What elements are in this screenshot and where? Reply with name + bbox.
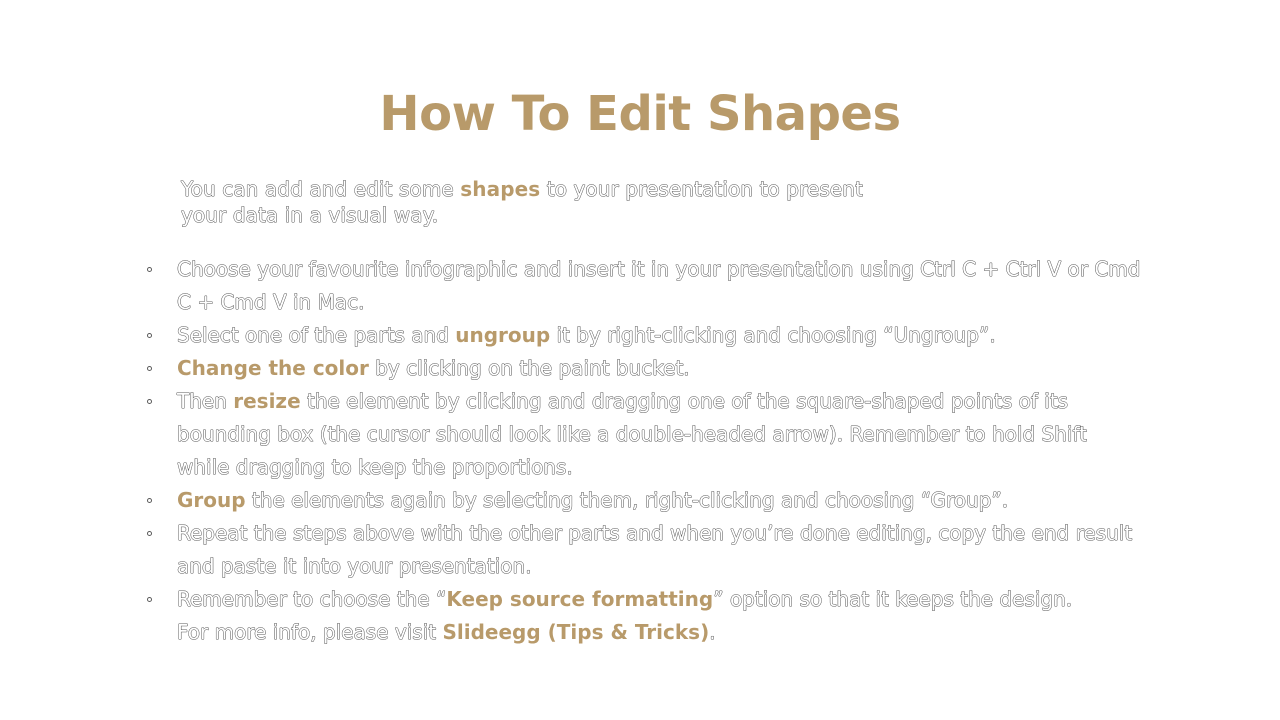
footer-link[interactable]: Slideegg (Tips & Tricks) <box>442 620 710 644</box>
slide-title: How To Edit Shapes <box>379 86 901 142</box>
intro-text-after: to your presentation to present your data in a visual way. <box>181 177 864 227</box>
footer-text-after: . <box>709 620 716 644</box>
item-highlight: Group <box>177 488 246 512</box>
item-text-after: by clicking on the paint bucket. <box>368 356 690 380</box>
item-text-before: Select one of the parts and <box>177 323 456 347</box>
item-highlight: Change the color <box>177 356 369 380</box>
bullet-dot-icon <box>147 498 152 503</box>
item-text-before: Then <box>177 389 234 413</box>
item-text-before: Remember to choose the “ <box>177 587 447 611</box>
list-item <box>145 517 1145 583</box>
item-text-before: Choose your favourite infographic and insert it in your presentation using Ctrl C + Ctrl V or Cmd C + Cmd V in Mac. <box>177 257 1141 314</box>
footer-text-before: For more info, please visit <box>177 620 443 644</box>
list-item <box>145 352 1145 385</box>
item-text-after: the elements again by selecting them, right-clicking and choosing “Group”. <box>245 488 1009 512</box>
list-item <box>145 583 1145 616</box>
item-text-after: the element by clicking and dragging one of the square-shaped points of its bounding box (the cursor should look like a double-headed arrow). Remember to hold Shift while dragging to keep the proportions. <box>177 389 1087 479</box>
list-item <box>145 319 1145 352</box>
item-text-after: ” option so that it keeps the design. <box>713 587 1073 611</box>
intro-text-before: You can add and edit some <box>181 177 461 201</box>
item-highlight: ungroup <box>455 323 551 347</box>
bullet-dot-icon <box>147 267 152 272</box>
bullet-dot-icon <box>147 597 152 602</box>
intro-paragraph <box>181 176 901 228</box>
intro-highlight: shapes <box>460 177 541 201</box>
item-text-before: Repeat the steps above with the other parts and when you’re done editing, copy the end result and paste it into your presentation. <box>177 521 1133 578</box>
item-highlight: Keep source formatting <box>446 587 714 611</box>
list-item <box>145 484 1145 517</box>
bullet-dot-icon <box>147 531 152 536</box>
item-highlight: resize <box>233 389 301 413</box>
list-item <box>145 253 1145 319</box>
list-item <box>145 385 1145 484</box>
instruction-list <box>145 253 1145 649</box>
item-text-after: it by right-clicking and choosing “Ungroup”. <box>550 323 996 347</box>
bullet-dot-icon <box>147 399 152 404</box>
bullet-dot-icon <box>147 366 152 371</box>
footer-line <box>145 616 1145 649</box>
bullet-dot-icon <box>147 333 152 338</box>
